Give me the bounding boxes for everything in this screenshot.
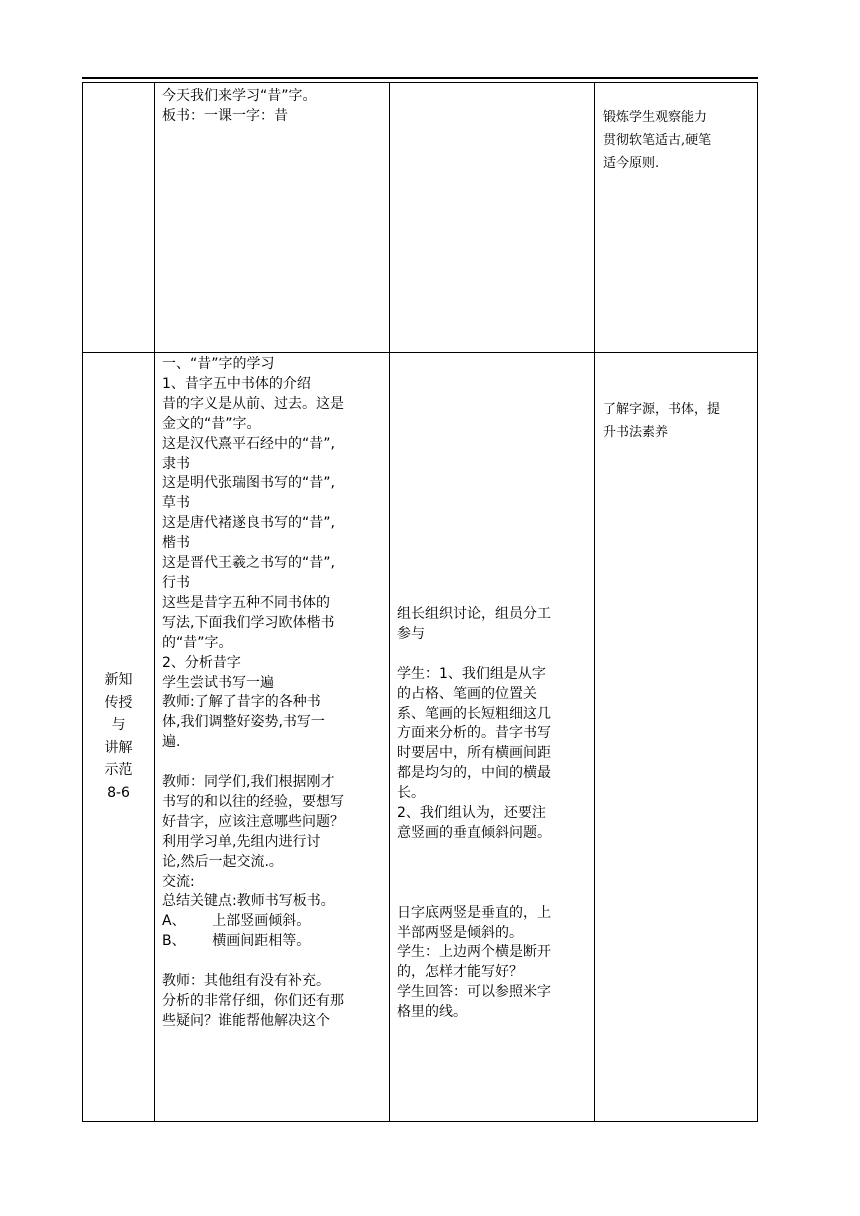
text-line: 长。 <box>397 785 425 802</box>
text-line: 与 <box>111 717 126 733</box>
text-line: 传授 <box>104 694 133 711</box>
text-line: 今天我们来学习“昔”字。 <box>162 88 317 104</box>
table-divider-3 <box>594 82 595 1122</box>
table-border-bottom <box>82 1121 758 1122</box>
text-line: 示范 <box>104 762 133 778</box>
text-line <box>397 645 592 665</box>
text-line: 些疑问？谁能帮他解决这个 <box>162 1012 330 1029</box>
row2-notes-cell <box>603 398 755 444</box>
table-divider-1 <box>154 82 155 1122</box>
text-line: 学生回答：可以参照米字 <box>397 984 551 1001</box>
student-activity-cell <box>397 605 592 1023</box>
text-line: 这是晋代王羲之书写的“昔”, <box>162 555 335 572</box>
text-line: 2、分析昔字 <box>162 654 241 671</box>
text-line: 格里的线。 <box>397 1004 467 1021</box>
text-line <box>162 753 387 773</box>
text-line: A、 上部竖画倾斜。 <box>162 913 311 930</box>
text-line <box>162 952 387 972</box>
text-line: 这是唐代褚遂良书写的“昔”, <box>162 515 335 532</box>
text-line: 这是汉代熹平石经中的“昔”, <box>162 435 335 452</box>
text-line: 书写的和以往的经验，要想写 <box>162 793 344 810</box>
top-rule-thick <box>82 77 758 79</box>
text-line: 8-6 <box>107 784 130 801</box>
text-line: 利用学习单,先组内进行讨 <box>162 833 321 850</box>
text-line: 时要居中，所有横画间距 <box>397 745 551 762</box>
text-line: 参与 <box>397 625 425 642</box>
text-line: 这是明代张瑞图书写的“昔”, <box>162 475 335 492</box>
table-border-left <box>82 82 83 1122</box>
text-line: 体,我们调整好姿势,书写一 <box>162 714 325 731</box>
text-line: 锻炼学生观察能力 <box>603 110 708 125</box>
text-line: B、 横画间距相等。 <box>162 933 311 950</box>
row1-content-cell <box>162 87 387 127</box>
text-line: 意竖画的垂直倾斜问题。 <box>397 824 551 841</box>
text-line: 隶书 <box>162 455 190 472</box>
text-line: 一、“昔”字的学习 <box>162 356 275 372</box>
text-line <box>397 884 592 904</box>
text-line: 总结关键点:教师书写板书。 <box>162 893 335 910</box>
text-line: 写法,下面我们学习欧体楷书 <box>162 614 335 631</box>
text-line: 教师：其他组有没有补充。 <box>162 973 330 990</box>
text-line: 新知 <box>104 672 133 688</box>
text-line: 半部两竖是倾斜的。 <box>397 924 523 941</box>
table-border-right <box>757 82 758 1122</box>
text-line: 组长组织讨论，组员分工 <box>397 606 551 622</box>
text-line: 行书 <box>162 574 190 591</box>
text-line: 教师：同学们,我们根据刚才 <box>162 774 335 791</box>
text-line: 的，怎样才能写好？ <box>397 964 523 981</box>
text-line: 遍. <box>162 734 181 751</box>
text-line <box>397 844 592 864</box>
text-line: 板书：一课一字：昔 <box>162 107 288 124</box>
text-line: 教师:了解了昔字的各种书 <box>162 694 321 711</box>
text-line: 方面来分析的。昔字书写 <box>397 725 551 742</box>
text-line: 1、昔字五中书体的介绍 <box>162 375 311 392</box>
text-line: 升书法素养 <box>603 425 669 440</box>
text-line <box>397 864 592 884</box>
text-line: 贯彻软笔适古,硬笔 <box>603 133 712 148</box>
text-line: 草书 <box>162 495 190 512</box>
table-divider-2 <box>389 82 390 1122</box>
text-line: 这些是昔字五种不同书体的 <box>162 594 330 611</box>
top-rule-thin <box>82 82 758 83</box>
text-line: 的“昔”字。 <box>162 634 233 651</box>
text-line: 交流: <box>162 873 195 890</box>
text-line: 日字底两竖是垂直的，上 <box>397 904 551 921</box>
text-line: 金文的“昔”字。 <box>162 415 261 432</box>
text-line: 昔的字义是从前、过去。这是 <box>162 395 344 412</box>
text-line: 学生尝试书写一遍 <box>162 674 274 691</box>
section-label <box>83 669 154 804</box>
text-line: 学生：上边两个横是断开 <box>397 944 551 961</box>
row1-notes-cell <box>603 106 755 175</box>
text-line: 都是均匀的，中间的横最 <box>397 765 551 782</box>
row-divider <box>82 352 758 353</box>
text-line: 好昔字，应该注意哪些问题？ <box>162 813 344 830</box>
text-line: 分析的非常仔细，你们还有那 <box>162 993 344 1009</box>
text-line: 论,然后一起交流.。 <box>162 853 283 870</box>
text-line: 适今原则. <box>603 156 660 171</box>
text-line: 了解字源，书体，提 <box>603 402 721 417</box>
text-line: 的占格、笔画的位置关 <box>397 685 537 702</box>
text-line: 楷书 <box>162 535 190 552</box>
text-line: 学生：1、我们组是从字 <box>397 665 546 682</box>
text-line: 2、我们组认为，还要注 <box>397 805 546 822</box>
text-line: 系、笔画的长短粗细这几 <box>397 705 551 722</box>
teacher-activity-cell <box>162 355 387 1032</box>
text-line: 讲解 <box>104 739 133 756</box>
